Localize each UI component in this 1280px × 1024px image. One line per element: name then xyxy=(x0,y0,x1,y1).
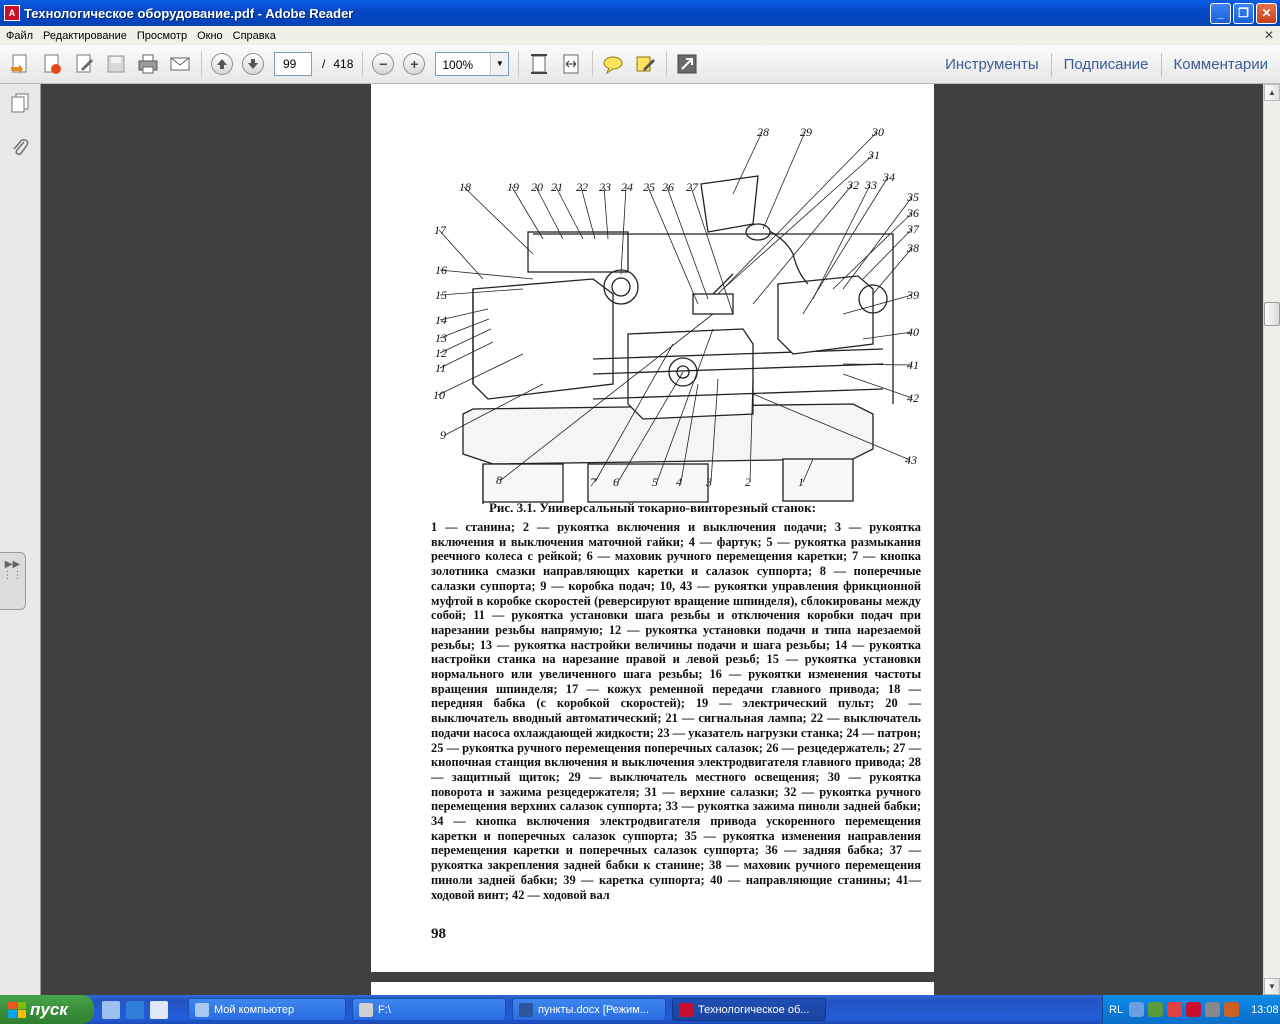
adobe-pdf-icon xyxy=(679,1003,693,1017)
security-icon[interactable] xyxy=(1148,1002,1163,1017)
leader-line xyxy=(512,187,543,239)
menu-bar xyxy=(0,26,1280,45)
word-icon xyxy=(519,1003,533,1017)
page-number: 98 xyxy=(431,926,446,942)
figure-label-24: 24 xyxy=(621,180,633,194)
page-number-input[interactable]: 99 xyxy=(274,52,312,76)
show-desktop-icon[interactable] xyxy=(102,1001,120,1019)
title-bar xyxy=(0,0,1280,26)
figure-label-14: 14 xyxy=(435,313,447,327)
figure-label-3: 3 xyxy=(706,475,712,489)
menu-view[interactable]: Просмотр xyxy=(136,29,188,42)
figure-label-6: 6 xyxy=(613,475,619,489)
fit-page-icon[interactable] xyxy=(527,52,551,76)
toolbar-separator xyxy=(666,51,667,77)
figure-label-31: 31 xyxy=(868,148,880,162)
figure-label-28: 28 xyxy=(757,125,769,139)
highlight-icon[interactable] xyxy=(633,52,657,76)
leader-line xyxy=(440,270,533,279)
toolbar-separator xyxy=(362,51,363,77)
figure-label-40: 40 xyxy=(907,325,919,339)
figure-label-43: 43 xyxy=(905,453,917,467)
figure-label-33: 33 xyxy=(865,178,877,192)
system-tray xyxy=(1102,995,1280,1024)
figure-label-37: 37 xyxy=(907,222,919,236)
figure-label-30: 30 xyxy=(872,125,884,139)
figure-caption: Рис. 3.1. Универсальный токарно-винторезный станок: xyxy=(488,500,817,515)
figure-label-32: 32 xyxy=(847,178,859,192)
leader-line xyxy=(464,187,533,254)
minimize-button[interactable]: _ xyxy=(1210,3,1231,24)
comment-icon[interactable] xyxy=(601,52,625,76)
next-page-button[interactable] xyxy=(242,53,264,75)
figure-label-25: 25 xyxy=(643,180,655,194)
figure-label-15: 15 xyxy=(435,288,447,302)
toolbar-separator xyxy=(518,51,519,77)
task-label: Технологическое об... xyxy=(698,1003,810,1016)
figure-label-5: 5 xyxy=(652,475,658,489)
windows-logo-icon xyxy=(8,1002,26,1018)
figure-label-12: 12 xyxy=(435,346,447,360)
lathe-illustration xyxy=(413,114,933,504)
export-pdf-icon[interactable] xyxy=(40,52,64,76)
figure-label-23: 23 xyxy=(599,180,611,194)
figure-label-10: 10 xyxy=(433,388,445,402)
adobe-pdf-icon: A xyxy=(4,5,20,21)
start-label: пуск xyxy=(30,999,68,1019)
attachment-icon[interactable] xyxy=(9,136,31,158)
figure-label-18: 18 xyxy=(459,180,471,194)
figure-label-34: 34 xyxy=(883,170,895,184)
chevron-down-icon[interactable]: ▼ xyxy=(490,53,508,75)
figure-label-21: 21 xyxy=(551,180,563,194)
drive-icon xyxy=(359,1003,373,1017)
taskbar xyxy=(0,995,1280,1024)
fit-width-icon[interactable] xyxy=(559,52,583,76)
edit-pdf-icon[interactable] xyxy=(72,52,96,76)
browser-icon[interactable] xyxy=(150,1001,168,1019)
figure-label-2: 2 xyxy=(745,475,751,489)
zoom-in-button[interactable]: + xyxy=(403,53,425,75)
leader-line xyxy=(833,213,912,289)
close-button[interactable]: ✕ xyxy=(1256,3,1277,24)
document-viewport[interactable] xyxy=(41,84,1263,995)
print-icon[interactable] xyxy=(136,52,160,76)
leader-line xyxy=(604,187,608,239)
figure-label-36: 36 xyxy=(907,206,919,220)
antivirus-icon[interactable] xyxy=(1167,1002,1182,1017)
task-label: F:\ xyxy=(378,1003,391,1016)
figure-label-39: 39 xyxy=(907,288,919,302)
total-pages: 418 xyxy=(333,57,354,71)
leader-line xyxy=(581,187,595,239)
tools-link[interactable]: Инструменты xyxy=(945,56,1039,73)
task-label: пункты.docx [Режим... xyxy=(538,1003,649,1016)
figure-label-27: 27 xyxy=(686,180,698,194)
media-player-icon[interactable] xyxy=(126,1001,144,1019)
adobe-tray-icon[interactable] xyxy=(1186,1002,1201,1017)
figure-legend: 1 — станина; 2 — рукоятка включения и выключения подачи; 3 — рукоятка включения и выключения маточной гайки; 4 — фартук; 5 — рукоятка размыкания реечного колеса с рейкой; 6 — маховик ручного перемещения каретки; 7 — кнопка золотника смазки направляющих каретки и салазок суппорта; 8 — поперечные салазки суппорта; 9 — коробка подач; 10, 43 — рукоятки управления фрикционной муфтой в коробке скоростей (реверсируют вращение шпинделя), сблокированы между собой; 11 — рукоятка установки шага резьбы и отключения коробки подач при нарезании резьбы напрямую; 12 — рукоятка установки подачи и типа нарезаемой резьбы; 13 — рукоятка настройки величины подачи и шага резьбы; 14 — рукоятка настройки станка на нарезание правой и левой резьб; 15 — рукоятка установки нормального или увеличенного шага резьбы; 16 — рукоятки изменения частоты вращения шпинделя; 17 — кожух ременной передачи главного привода; 18 — передняя бабка (с коробкой скоростей); 19 — электрический пульт; 20 — выключатель вводный автоматический; 21 — сигнальная лампа; 22 — выключатель подачи насоса охлаждающей жидкости; 23 — указатель нагрузки станка; 24 — патрон; 25 — рукоятка ручного перемещения поперечных салазок; 26 — резцедержатель; 27 — кнопочная станция включения и выключения электродвигателя главного привода; 28 — защитный щиток; 29 — выключатель местного освещения; 30 — рукоятка поворота и зажима резцедержателя; 31 — верхние салазки; 32 — рукоятка ручного перемещения верхних салазок суппорта; 33 — рукоятка зажима пиноли задней бабки; 34 — кнопка включения электродвигателя привода ускоренного перемещения каретки и поперечных салазок суппорта; 35 — рукоятка изменения направления перемещения каретки и поперечных салазок суппорта; 36 — задняя бабка; 37 — рукоятка закрепления задней бабки к станине; 38 — маховик ручного перемещения пиноли задней бабки; 39 — каретка суппорта; 40 — направляющие станины; 41— ходовой винт; 42 — ходовой вал xyxy=(431,520,921,902)
figure-label-11: 11 xyxy=(435,361,447,375)
figure-label-8: 8 xyxy=(496,473,502,487)
figure-label-38: 38 xyxy=(907,241,919,255)
scroll-down-icon[interactable]: ▼ xyxy=(1264,978,1280,995)
figure-label-16: 16 xyxy=(435,263,447,277)
email-icon[interactable] xyxy=(168,52,192,76)
figure-label-17: 17 xyxy=(434,223,446,237)
toolbar-separator xyxy=(201,51,202,77)
save-icon[interactable] xyxy=(104,52,128,76)
figure-label-9: 9 xyxy=(440,428,446,442)
zoom-out-button[interactable]: − xyxy=(372,53,394,75)
figure-label-4: 4 xyxy=(676,475,682,489)
figure-label-42: 42 xyxy=(907,391,919,405)
next-pdf-page xyxy=(371,982,934,995)
leader-line xyxy=(763,132,805,229)
menu-window[interactable]: Окно xyxy=(197,29,223,42)
update-icon[interactable] xyxy=(1224,1002,1239,1017)
comment-link[interactable]: Комментарии xyxy=(1173,56,1268,73)
close-document-icon[interactable]: ✕ xyxy=(1263,28,1274,42)
page-separator: / xyxy=(322,57,326,71)
language-indicator[interactable]: RL xyxy=(1109,1003,1124,1016)
leader-line xyxy=(556,187,583,239)
menu-file[interactable]: Файл xyxy=(6,29,34,42)
create-pdf-icon[interactable] xyxy=(8,52,32,76)
toolbar xyxy=(0,45,1280,84)
figure-label-19: 19 xyxy=(507,180,519,194)
leader-line xyxy=(843,374,912,398)
pdf-page xyxy=(371,84,934,972)
task-my-computer[interactable] xyxy=(188,998,346,1021)
navigation-pane xyxy=(0,84,41,995)
figure-label-41: 41 xyxy=(907,358,919,372)
menu-help[interactable]: Справка xyxy=(232,29,276,42)
task-label: Мой компьютер xyxy=(214,1003,295,1016)
figure-label-35: 35 xyxy=(907,190,919,204)
expand-icon[interactable] xyxy=(675,52,699,76)
vertical-scrollbar[interactable] xyxy=(1263,84,1280,995)
leader-line xyxy=(536,187,563,239)
task-drive-f[interactable] xyxy=(352,998,506,1021)
clock: 13:08 xyxy=(1251,1003,1279,1016)
figure-label-26: 26 xyxy=(662,180,674,194)
figure-label-29: 29 xyxy=(800,125,812,139)
computer-icon xyxy=(195,1003,209,1017)
sign-link[interactable]: Подписание xyxy=(1063,56,1149,73)
scroll-thumb[interactable] xyxy=(1264,302,1280,326)
figure-label-20: 20 xyxy=(531,180,543,194)
pane-toggle-handle[interactable]: ▶▶ ⋮⋮ xyxy=(0,552,26,610)
start-button[interactable] xyxy=(0,995,94,1024)
previous-page-button[interactable] xyxy=(211,53,233,75)
restore-button[interactable]: ❐ xyxy=(1233,3,1254,24)
zoom-select[interactable] xyxy=(435,52,509,76)
task-adobe-reader[interactable] xyxy=(672,998,826,1021)
figure-label-13: 13 xyxy=(435,331,447,345)
figure-label-7: 7 xyxy=(590,475,596,489)
leader-line xyxy=(843,197,912,289)
menu-edit[interactable]: Редактирование xyxy=(43,29,127,42)
network-icon[interactable] xyxy=(1129,1002,1144,1017)
pages-thumbnail-icon[interactable] xyxy=(9,92,31,114)
figure-label-22: 22 xyxy=(576,180,588,194)
zoom-value: 100% xyxy=(442,58,474,72)
window-title: Технологическое оборудование.pdf - Adobe Reader xyxy=(24,5,354,21)
scroll-up-icon[interactable]: ▲ xyxy=(1264,84,1280,101)
figure-label-1: 1 xyxy=(798,475,804,489)
leader-line xyxy=(667,187,708,299)
safely-remove-icon[interactable] xyxy=(1205,1002,1220,1017)
toolbar-separator xyxy=(592,51,593,77)
task-word-document[interactable] xyxy=(512,998,666,1021)
